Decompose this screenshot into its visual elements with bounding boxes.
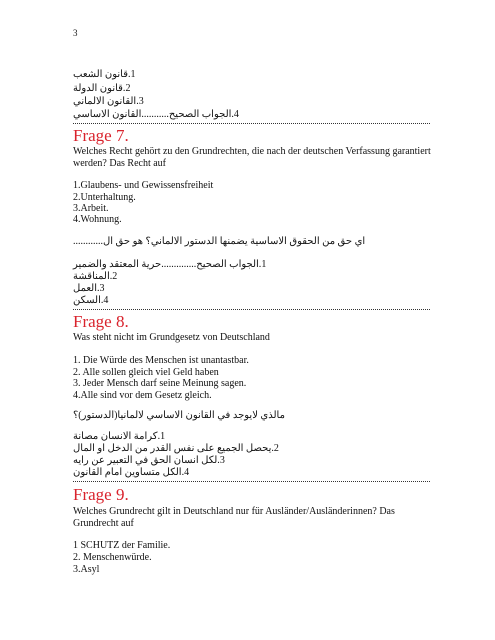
list-item: 1.الجواب الصحيح..............حرية المعتقد والضمير	[73, 259, 267, 270]
list-item: 1.Glaubens- und Gewissensfreiheit	[73, 180, 214, 191]
frage-7-question-line-1: Welches Recht gehört zu den Grundrechten, die nach der deutschen Verfassung garantiert	[73, 146, 431, 157]
dotted-separator	[73, 123, 430, 124]
frage-8-title: Frage 8.	[73, 312, 129, 331]
frage-7-question-line-2: werden? Das Recht auf	[73, 158, 167, 169]
list-item: 3. Jeder Mensch darf seine Meinung sagen.	[73, 378, 247, 389]
frage-9-question-line-1: Welches Grundrecht gilt in Deutschland nur für Ausländer/Ausländerinnen? Das	[73, 506, 395, 517]
list-item: 2.المناقشة	[73, 271, 118, 282]
frage-9-title: Frage 9.	[73, 485, 129, 504]
frage-8-question-arabic: مالذي لايوجد في القانون الاساسي لالمانيا(الدستور)؟	[73, 410, 285, 421]
list-item: 2. Alle sollen gleich viel Geld haben	[73, 367, 219, 378]
page-number: 3	[73, 28, 78, 38]
list-item: 4.الكل متساوين امام القانون	[73, 467, 190, 478]
list-item: 2.يحصل الجميع على نفس القدر من الدخل او المال	[73, 443, 279, 454]
list-item: 4.Wohnung.	[73, 214, 122, 225]
list-item: 3.Asyl	[73, 564, 100, 575]
list-item: 2. Menschenwürde.	[73, 552, 152, 563]
frage-9-question-line-2: Grundrecht auf	[73, 518, 134, 529]
list-item: 1 SCHUTZ der Familie.	[73, 540, 171, 551]
list-item: 3.القانون الالماني	[73, 96, 144, 107]
list-item: 3.العمل	[73, 283, 105, 294]
list-item: 1.قانون الشعب	[73, 69, 136, 80]
list-item: 4.Alle sind vor dem Gesetz gleich.	[73, 390, 212, 401]
frage-8-question-line-1: Was steht nicht im Grundgesetz von Deutschland	[73, 332, 270, 343]
list-item: 4.السكن	[73, 295, 109, 306]
frage-7-title: Frage 7.	[73, 126, 129, 145]
dotted-separator	[73, 481, 430, 482]
list-item: 3.Arbeit.	[73, 203, 109, 214]
list-item: 4.الجواب الصحيح...........القانون الاساسي	[73, 109, 239, 120]
frage-7-question-arabic: اي حق من الحقوق الاساسية يضمنها الدستور الالماني؟ هو حق ال............	[73, 236, 366, 247]
list-item: 3.لكل انسان الحق في التعبير عن رايه	[73, 455, 225, 466]
list-item: 2.قانون الدولة	[73, 83, 131, 94]
list-item: 1. Die Würde des Menschen ist unantastbar.	[73, 355, 249, 366]
list-item: 2.Unterhaltung.	[73, 192, 136, 203]
list-item: 1.كرامة الانسان مصانة	[73, 431, 166, 442]
dotted-separator	[73, 309, 430, 310]
